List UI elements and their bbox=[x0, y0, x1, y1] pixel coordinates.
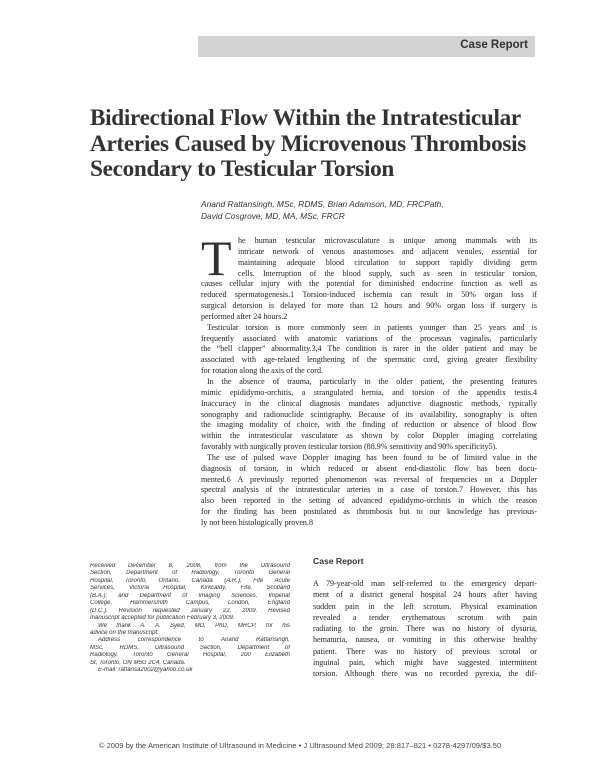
text-line: inguinal pain, which might have suggested intermittent bbox=[313, 658, 537, 668]
text-line: cells. Interruption of the blood supply, such as seen in testicular torsion, bbox=[238, 268, 537, 278]
note-line: Section, Department of Radiology, Toronto General bbox=[90, 570, 290, 577]
note-line: Radiology, Toronto General Hospital, 200 Elizabeth bbox=[90, 652, 290, 659]
note-line: We thank A. A. Syed, MD, PhD, MRCP, for his bbox=[98, 622, 290, 629]
text-line: diagnosis of torsion, in which reduced or absent end-diastolic flow has been docu- bbox=[201, 463, 537, 473]
text-line: surgical detorsion is delayed for more than 12 hours and 90% organ loss if surgery is bbox=[201, 301, 537, 311]
text-line: A 79-year-old man self-referred to the emergency depart- bbox=[313, 579, 537, 588]
text-line: sudden pain in the left scrotum. Physical examination bbox=[313, 601, 537, 611]
text-line: radiating to the groin. There was no history of dysuria, bbox=[313, 624, 537, 634]
text-line: associated with age-related lengthening of the spermatic cord, giving greater flexibility bbox=[201, 355, 537, 365]
page-footer: © 2009 by the American Institute of Ultrasound in Medicine • J Ultrasound Med 2009; 28:817–821 • 0278-4297/09/$3.50 bbox=[98, 741, 502, 750]
text-line: spectral analysis of the intratesticular arteries in a case of torsion.7 However, this has bbox=[201, 485, 537, 495]
text-line: for rotation along the axis of the cord. bbox=[201, 366, 324, 376]
title-line: Secondary to Testicular Torsion bbox=[90, 156, 395, 182]
note-line: manuscript accepted for publication February 3, 2009. bbox=[90, 615, 235, 622]
note-line: College, Hammersmith Campus, London, England bbox=[90, 600, 290, 607]
text-line: patient. There was no history of previous scrotal or bbox=[313, 646, 537, 656]
note-line: Received December 8, 2008, from the Ultrasound bbox=[90, 563, 290, 569]
text-line: Testicular torsion is more commonly seen in patients younger than 25 years and is bbox=[207, 322, 537, 332]
author-list bbox=[201, 198, 444, 222]
case-report-text bbox=[313, 578, 537, 680]
text-line: for the finding has been postulated as thrombosis but to our knowledge has previous- bbox=[201, 507, 537, 517]
text-line: performed after 24 hours.2 bbox=[201, 311, 288, 321]
case-report-heading: Case Report bbox=[313, 556, 364, 566]
note-line: (B.A.); and Department of Imaging Sciences, Imperial bbox=[90, 592, 290, 599]
title-line: Bidirectional Flow Within the Intratesticular bbox=[90, 105, 521, 131]
text-line: mented.6 A previously reported phenomenon was reversal of frequencies on a Doppler bbox=[201, 474, 537, 484]
note-line: advice on the manuscript. bbox=[90, 629, 159, 636]
article-title bbox=[90, 106, 550, 183]
text-line: reduced spermatogenesis.1 Torsion-induced ischemia can result in 50% organ loss if bbox=[201, 290, 537, 300]
email-line: E-mail: rattansa2002@yahoo.co.uk bbox=[98, 667, 193, 674]
text-line: the “bell clapper” abnormality.3,4 The condition is rarer in the older patient and may be bbox=[201, 344, 537, 354]
text-line: within the intratesticular vasculature as shown by color Doppler imaging correlating bbox=[201, 431, 537, 441]
note-line: MSc, RDMS, Ultrasound Section, Department of bbox=[90, 644, 290, 651]
text-line: hematuria, nausea, or vomiting in this otherwise healthy bbox=[313, 635, 537, 645]
text-line: torsion. Although there was no recorded pyrexia, the dif- bbox=[313, 669, 537, 679]
note-line: Address correspondence to Anand Rattansingh, bbox=[98, 637, 290, 644]
text-line: sonography and radionuclide scintigraphy. Because of its availability, sonography is often bbox=[201, 409, 537, 419]
text-line: frequently associated with anatomic variations of the processus vaginalis, particularly bbox=[201, 333, 537, 343]
article-footnotes bbox=[90, 563, 290, 675]
text-line: causes cellular injury with the potential for diminished endocrine function as well as bbox=[201, 279, 537, 289]
text-line: the imaging modality of choice, with the finding of reduction or absence of blood flow bbox=[201, 420, 537, 430]
section-banner bbox=[198, 36, 535, 57]
text-line: The use of pulsed wave Doppler imaging has been found to be of limited value in the bbox=[207, 452, 537, 462]
text-line: mimic epididymo-orchitis, a strangulated hernia, and torsion of the appendix testis.4 bbox=[201, 387, 537, 397]
text-line: ment of a district general hospital 24 hours after having bbox=[313, 590, 537, 600]
text-line: In the absence of trauma, particularly in the older patient, the presenting features bbox=[207, 376, 537, 386]
text-line: also been reported in the setting of advanced epididymo-orchitis in which the reason bbox=[201, 496, 537, 506]
text-line: Inaccuracy in the clinical diagnosis mandates adjunctive diagnostic methods, typically bbox=[201, 398, 537, 408]
note-line: (D.C.). Revision requested January 22, 2009. Revised bbox=[90, 607, 290, 614]
introduction-text bbox=[201, 230, 537, 529]
text-line: he human testicular microvasculature is unique among mammals with its bbox=[238, 236, 537, 245]
title-line: Arteries Caused by Microvenous Thrombosis bbox=[90, 130, 527, 157]
note-line: Hospital, Toronto, Ontario, Canada (A.R.); Fife Acute bbox=[90, 577, 290, 584]
text-line: maintaining adequate blood circulation to support rapidly dividing germ bbox=[238, 257, 537, 267]
text-line: intricate network of venous anastomoses and adjacent venules, essential for bbox=[238, 246, 537, 256]
note-line: Services, Victoria Hospital, Kirkcaldy, Fife, Scotland bbox=[90, 585, 290, 592]
author-line: David Cosgrove, MD, MA, MSc, FRCR bbox=[201, 211, 345, 221]
text-line: ly not been histologically proven.8 bbox=[201, 517, 313, 527]
text-line: favorably with surgically proven testicular torsion (88.9% sensitivity and 90% specificity5). bbox=[201, 442, 498, 452]
text-line: revealed a tender erythematous scrotum with pain bbox=[313, 612, 537, 622]
note-line: St, Toronto, ON M5G 2C4, Canada. bbox=[90, 659, 186, 666]
author-line: Anand Rattansingh, MSc, RDMS, Brian Adamson, MD, FRCPath, bbox=[201, 199, 444, 209]
drop-cap: T bbox=[201, 230, 232, 286]
section-label: Case Report bbox=[460, 39, 528, 51]
